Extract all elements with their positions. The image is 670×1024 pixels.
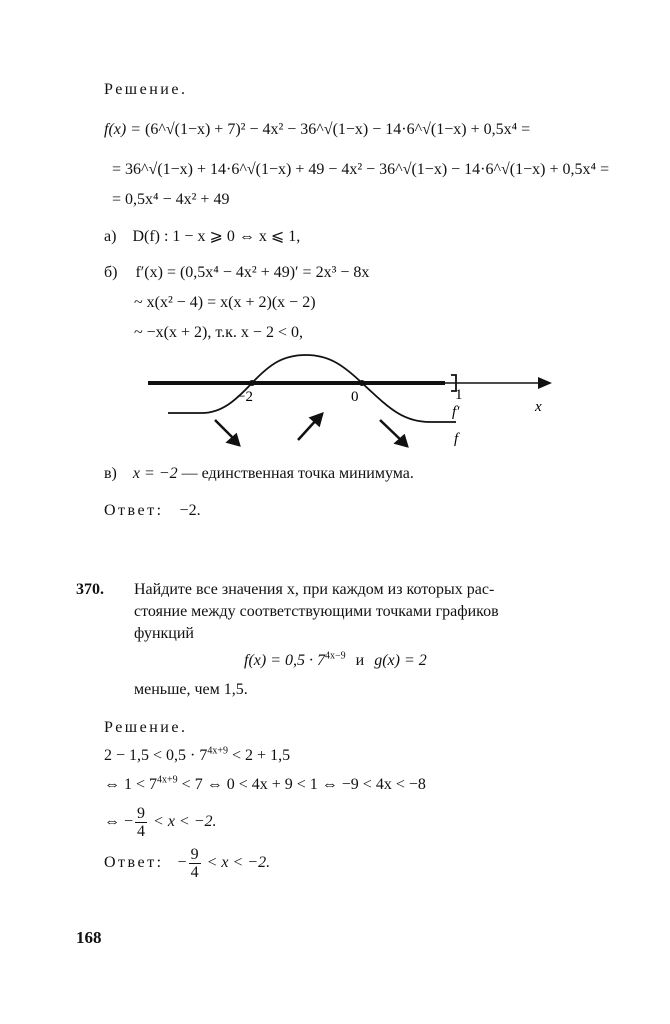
part-a-label: а)	[104, 228, 117, 245]
answer-2-fraction	[189, 846, 201, 881]
formula-f: f(x) = 0,5 · 7	[244, 652, 325, 669]
part-b-line2: ~ x(x² − 4) = x(x + 2)(x − 2)	[134, 294, 316, 311]
part-b-line3-tk: , т.к.	[207, 324, 237, 341]
step-1-end: < 2 + 1,5	[232, 747, 291, 764]
fprime-label: f′	[452, 404, 460, 420]
page-number: 168	[76, 928, 102, 947]
answer-2-numerator: 9	[190, 845, 199, 863]
step-3-suffix: < x < −2.	[153, 813, 217, 830]
point-label-minus-two: −2	[237, 389, 253, 405]
answer-2-label: Ответ:	[104, 854, 164, 871]
part-b	[104, 263, 369, 283]
part-b-line3	[134, 323, 303, 343]
sign-diagram	[140, 350, 570, 455]
part-a-text: D(f) : 1 − x ⩾ 0 ⇔ x ⩽ 1,	[132, 228, 301, 245]
solution-heading: Решение.	[104, 81, 188, 98]
step-2-exponent: 4x+9	[157, 774, 178, 786]
problem-formula	[244, 651, 427, 671]
problem-line-3: функций	[134, 625, 194, 642]
point-label-one: 1	[455, 387, 463, 403]
answer-1-value: −2.	[179, 502, 201, 519]
decreasing-arrow-left-head-icon	[228, 435, 239, 445]
axis-label-x: x	[535, 399, 542, 415]
expansion-line: = 36^√(1−x) + 14·6^√(1−x) + 49 − 4x² − 36^√(1−x) − 14·6^√(1−x) + 0,5x⁴ =	[112, 161, 610, 178]
answer-1-label: Ответ:	[104, 502, 164, 519]
answer-2-suffix: < x < −2.	[206, 854, 271, 871]
part-b-line3-math: ~ −x(x + 2)	[134, 324, 208, 341]
solution-2-heading: Решение.	[104, 719, 188, 736]
problem-line-2: стояние между соответствующими точками графиков	[134, 603, 499, 620]
solution-2-step-3	[104, 804, 217, 840]
part-v	[104, 464, 414, 484]
step-1-text: 2 − 1,5 < 0,5 · 7	[104, 747, 208, 764]
f-definition	[104, 120, 530, 140]
step-3-numerator: 9	[137, 804, 146, 822]
f-definition-lhs: f(x) =	[104, 121, 141, 138]
step-2-start: ⇔ 1 < 7	[104, 776, 158, 793]
solution-2-step-2	[104, 775, 426, 795]
part-a	[104, 227, 300, 247]
part-b-label: б)	[104, 264, 118, 281]
answer-2	[104, 845, 270, 881]
solution-2-step-1	[104, 746, 290, 766]
f-label: f	[454, 431, 459, 447]
formula-and: и	[355, 652, 365, 669]
step-3-fraction	[135, 805, 147, 840]
point-minus-two-dot	[249, 380, 255, 386]
problem-line-4: меньше, чем 1,5.	[134, 681, 248, 698]
point-zero-dot	[359, 380, 365, 386]
step-1-exponent: 4x+9	[207, 745, 229, 757]
part-v-text: — единственная точка минимума.	[181, 465, 414, 482]
part-v-label: в)	[104, 465, 117, 482]
part-b-line3-cond: x − 2 < 0,	[240, 324, 303, 341]
point-label-zero: 0	[351, 389, 359, 405]
problem-line-1: Найдите все значения x, при каждом из которых рас-	[134, 581, 495, 598]
formula-g: g(x) = 2	[374, 652, 427, 669]
problem-number: 370.	[76, 581, 104, 598]
formula-f-exponent: 4x−9	[325, 650, 346, 662]
step-3-denominator: 4	[137, 822, 146, 840]
step-2-rest: < 7 ⇔ 0 < 4x + 9 < 1 ⇔ −9 < 4x < −8	[181, 776, 426, 793]
answer-2-denominator: 4	[190, 863, 199, 881]
part-v-math: x = −2	[132, 465, 178, 482]
answer-2-prefix: −	[177, 854, 187, 871]
answer-1	[104, 501, 201, 521]
simplified-line: = 0,5x⁴ − 4x² + 49	[112, 191, 230, 208]
step-3-prefix: ⇔ −	[104, 813, 134, 830]
part-b-line1: f′(x) = (0,5x⁴ − 4x² + 49)′ = 2x³ − 8x	[135, 264, 370, 281]
derivative-curve	[168, 355, 456, 422]
axis-arrow-icon	[538, 377, 552, 389]
f-definition-rhs: (6^√(1−x) + 7)² − 4x² − 36^√(1−x) − 14·6^√(1−x) + 0,5x⁴ =	[145, 121, 531, 138]
